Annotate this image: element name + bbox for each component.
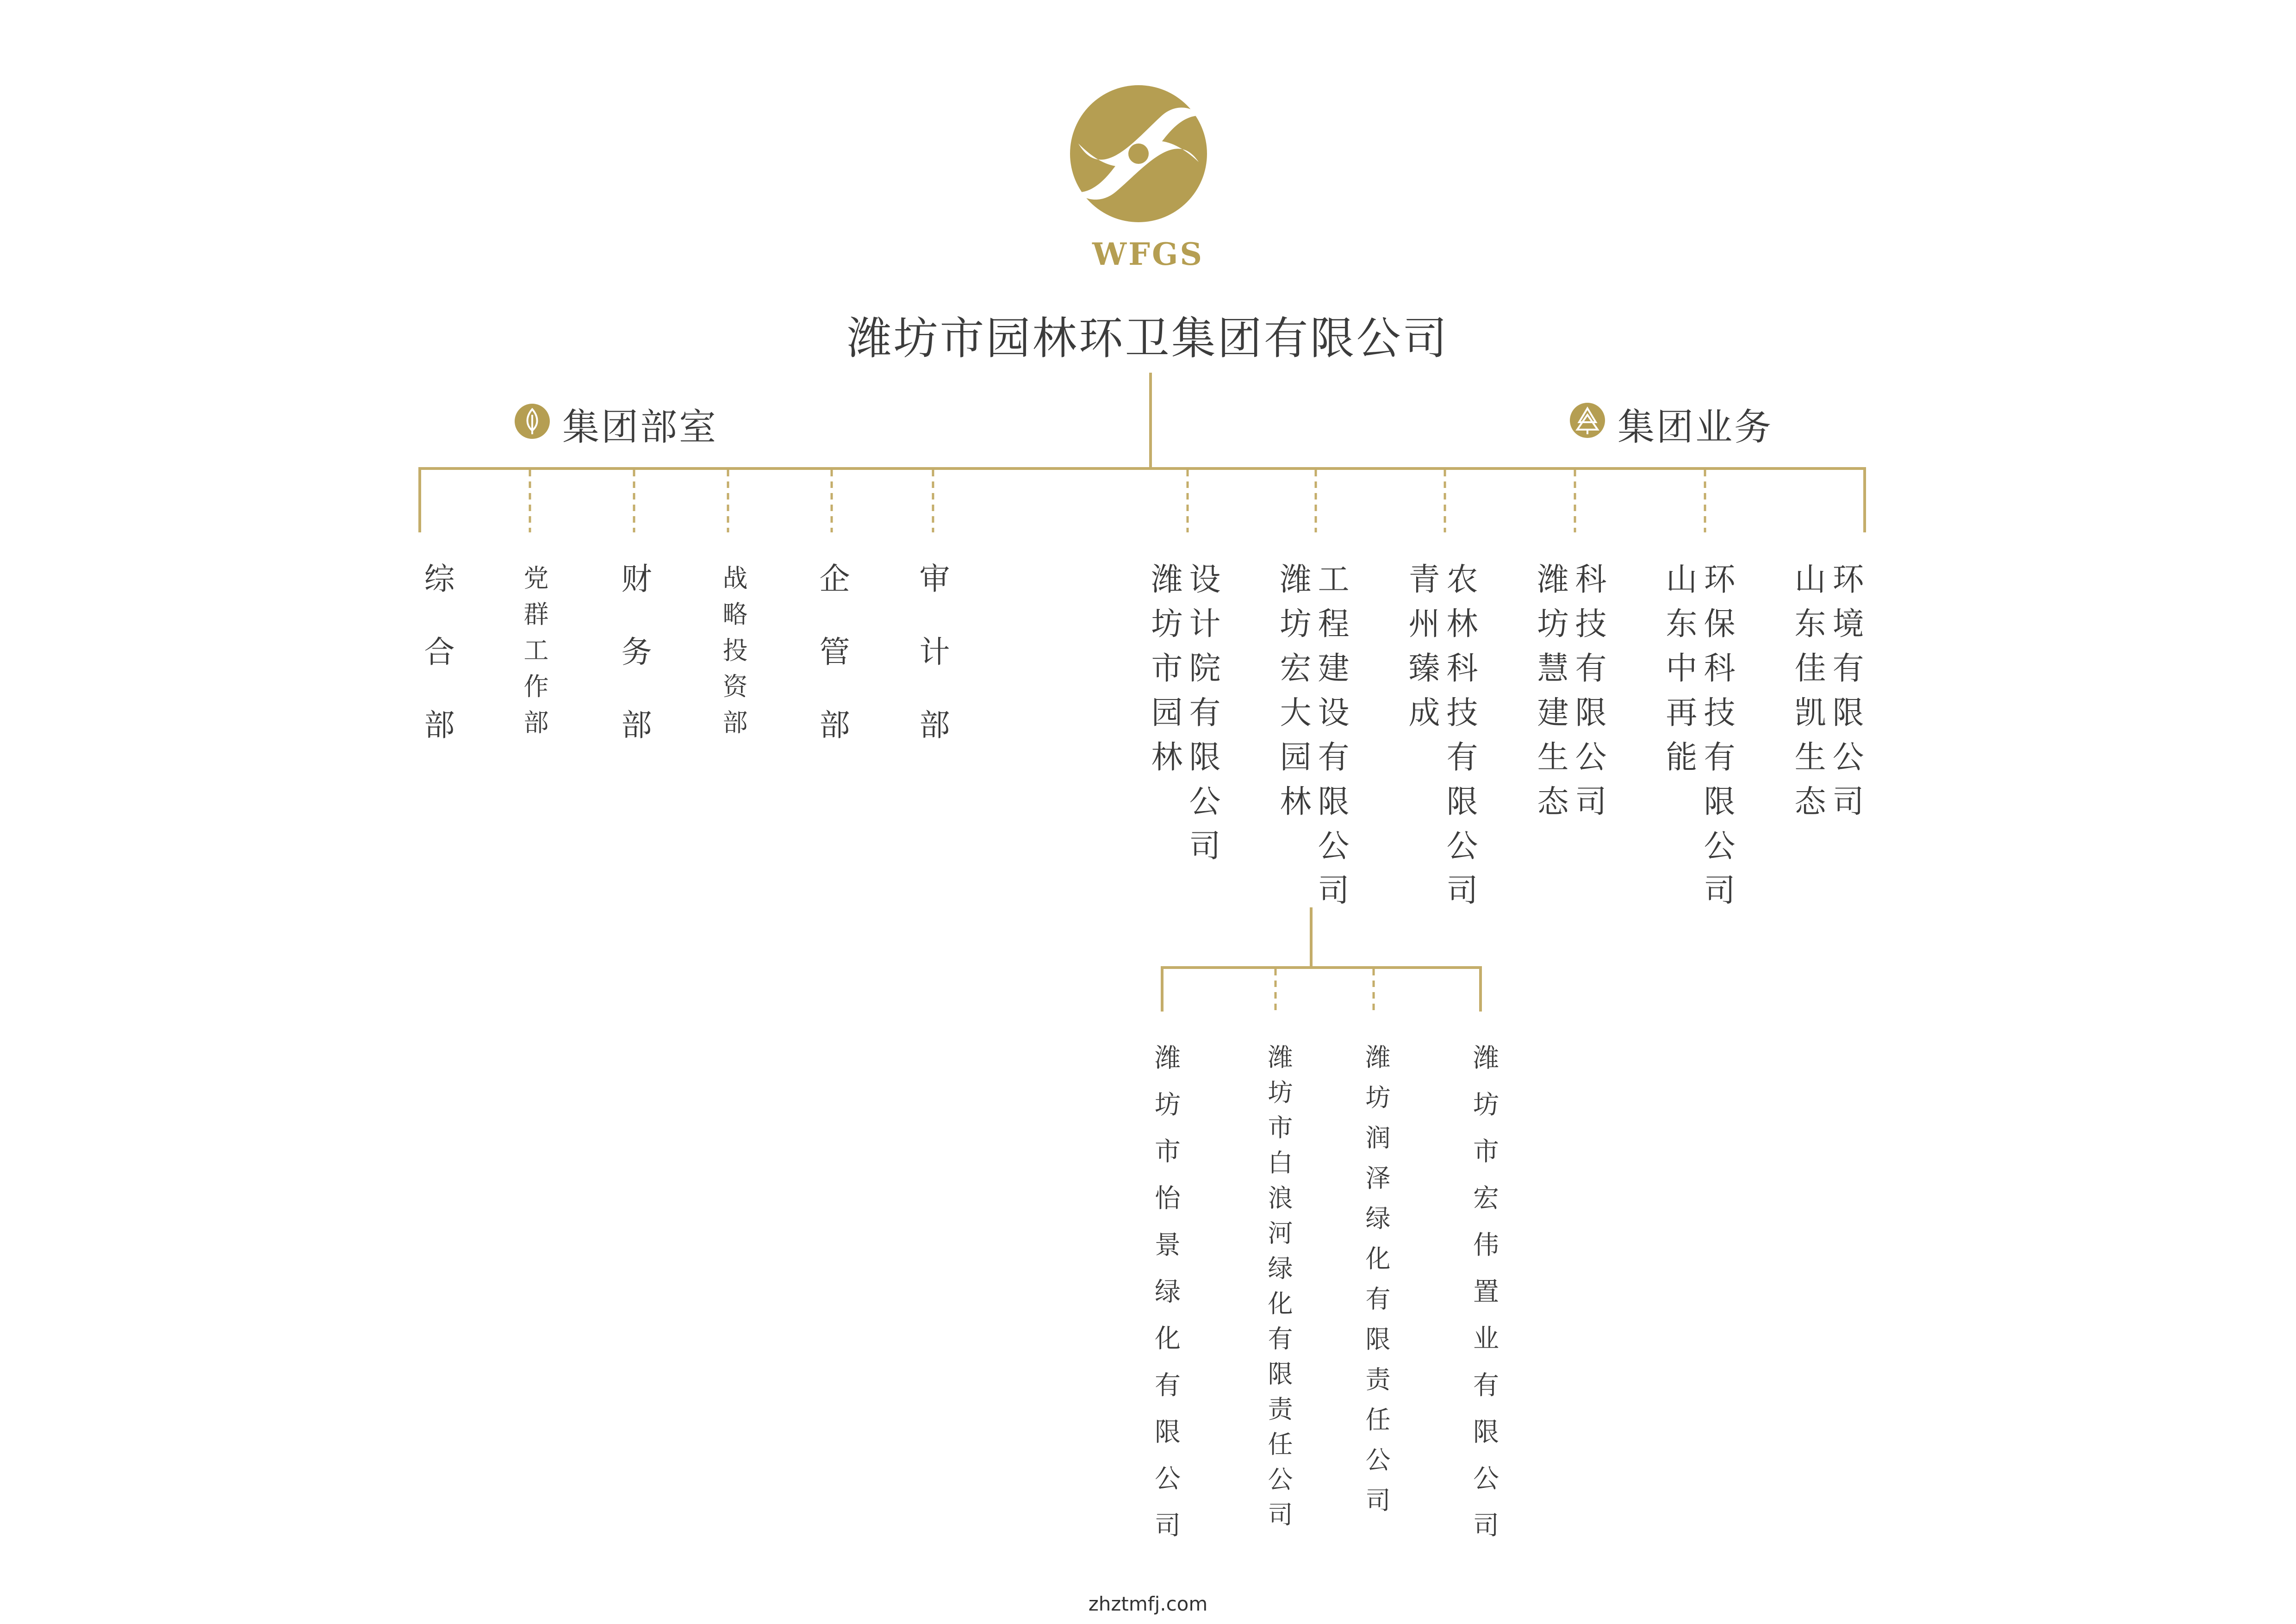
subsidiary-bailanghe: 潍坊市白浪河绿化有限责任公司 (1264, 1044, 1293, 1537)
department-strategic-investment: 战略投资部 (719, 565, 748, 745)
business-unit-huijian-col1: 潍坊慧建生态 (1532, 562, 1568, 829)
department-audit: 审计部 (914, 562, 950, 782)
company-name: 潍坊市园林环卫集团有限公司 (847, 312, 1449, 364)
subsidiary-runze: 潍坊润泽绿化有限责任公司 (1362, 1044, 1391, 1527)
business-unit-zhongzaineng-col2: 环保科技有限公司 (1699, 562, 1735, 918)
department-general-office: 综合部 (419, 562, 454, 782)
business-unit-qingzhou-col2: 农林科技有限公司 (1441, 562, 1478, 918)
section-label-business: 集团业务 (1618, 406, 1773, 449)
tree-icon (1569, 402, 1606, 439)
section-label-departments: 集团部室 (562, 406, 718, 449)
footer-website: zhztmfj.com (1088, 1593, 1208, 1615)
business-unit-hongda-col2: 工程建设有限公司 (1313, 562, 1349, 918)
business-unit-qingzhou-col1: 青州臻成 (1403, 562, 1440, 740)
business-unit-zhongzaineng-col1: 山东中再能 (1661, 562, 1697, 785)
business-unit-huijian-col2: 科技有限公司 (1570, 562, 1606, 829)
leaf-icon (514, 403, 551, 440)
subsidiary-hongwei: 潍坊市宏伟置业有限公司 (1469, 1044, 1499, 1558)
logo-text: WFGS (1092, 236, 1204, 272)
subsidiary-yijing: 潍坊市怡景绿化有限公司 (1151, 1044, 1181, 1558)
business-unit-design-institute-col2: 设计院有限公司 (1184, 562, 1220, 874)
business-unit-hongda-col1: 潍坊宏大园林 (1275, 562, 1311, 829)
department-finance: 财务部 (616, 562, 652, 782)
department-party-work: 党群工作部 (520, 565, 549, 745)
business-unit-jiakai-col2: 环境有限公司 (1827, 562, 1864, 829)
business-unit-design-institute-col1: 潍坊市园林 (1146, 562, 1182, 785)
business-unit-jiakai-col1: 山东佳凯生态 (1789, 562, 1826, 829)
department-enterprise-management: 企管部 (814, 562, 850, 782)
